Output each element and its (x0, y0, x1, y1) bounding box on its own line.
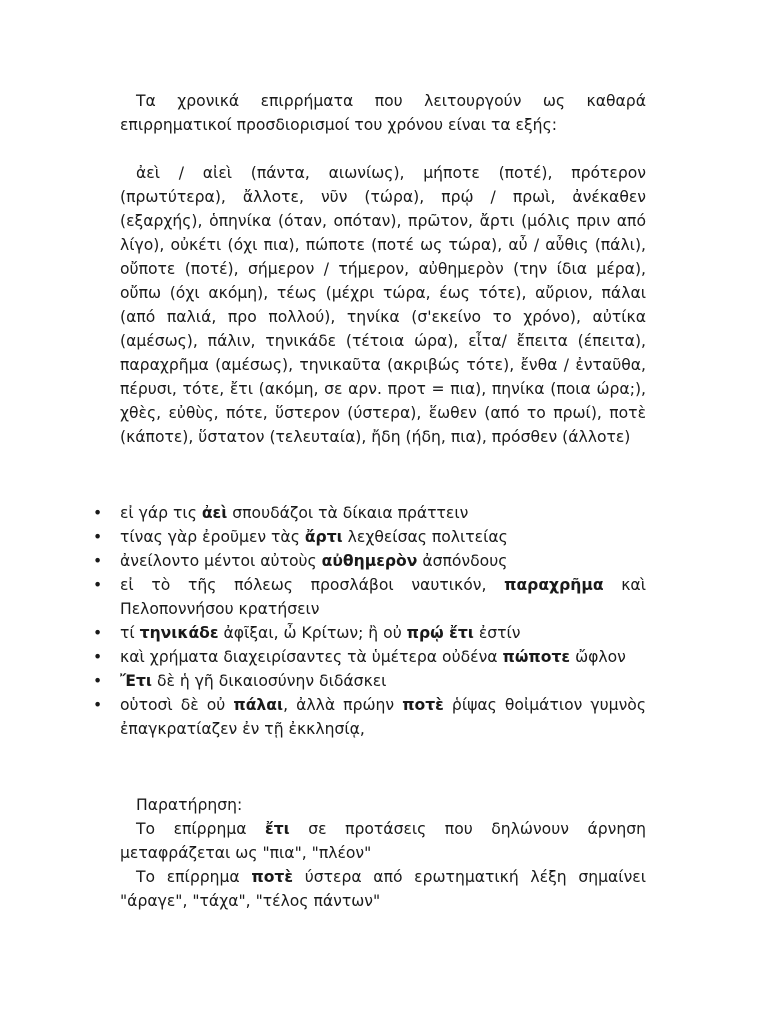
list-item: • τίνας γὰρ ἐροῦμεν τὰς ἄρτι λεχθείσας πολιτείας (120, 525, 646, 549)
bullet-icon: • (93, 528, 103, 546)
list-item: • τί τηνικάδε ἀφῖξαι, ὦ Κρίτων; ἢ οὐ πρῴ ἔτι ἐστίν (120, 621, 646, 645)
notes-heading: Παρατήρηση: (136, 796, 243, 814)
list-item: • εἰ γάρ τις ἀεὶ σπουδάζοι τὰ δίκαια πράττειν (120, 501, 646, 525)
list-item: • εἰ τὸ τῆς πόλεως προσλάβοι ναυτικόν, παραχρῆμα καὶ Πελοποννήσου κρατήσειν (120, 573, 646, 621)
examples-list (93, 501, 646, 741)
bullet-icon: • (93, 648, 103, 666)
list-item: • οὑτοσὶ δὲ οὐ πάλαι, ἀλλὰ πρώην ποτὲ ῥίψας θοἰμάτιον γυμνὸς ἐπαγκρατίαζεν ἐν τῇ ἐκκλησίᾳ, (120, 693, 646, 741)
adverbs-list-paragraph: ἀεὶ / αἰεὶ (πάντα, αιωνίως), μήποτε (ποτέ), πρότερον (πρωτύτερα), ἄλλοτε, νῦν (τώρα), πρῴ / πρωὶ, ἀνέκαθεν (εξαρχής), ὁπηνίκα (όταν, οπόταν), πρῶτον, ἄρτι (μόλις πριν από λίγο), οὐκέτι (όχι πια), πώποτε (ποτέ ως τώρα), αὖ / αὖθις (πάλι), οὔποτε (ποτέ), σήμερον / τήμερον, αὐθημερὸν (την ίδια μέρα), οὔπω (όχι ακόμη), τέως (μέχρι τώρα, έως τότε), αὔριον, πάλαι (από παλιά, προ πολλού), τηνίκα (σ'εκείνο το χρόνο), αὐτίκα (αμέσως), πάλιν, τηνικάδε (τέτοια ώρα), εἶτα/ ἔπειτα (έπειτα), παραχρῆμα (αμέσως), τηνικαῦτα (ακριβώς τότε), ἔνθα / ἐνταῦθα, πέρυσι, τότε, ἔτι (ακόμη, σε αρν. προτ = πια), πηνίκα (ποια ώρα;), χθὲς, εὐθὺς, πότε, ὕστερον (ύστερα), ἕωθεν (από το πρωί), ποτὲ (κάποτε), ὕστατον (τελευταία), ἤδη (ήδη, πια), πρόσθεν (άλλοτε) (120, 164, 646, 446)
note-line: Το επίρρημα ποτὲ ύστερα από ερωτηματική λέξη σημαίνει "άραγε", "τάχα", "τέλος πάντων" (120, 868, 646, 910)
list-item: • καὶ χρήματα διαχειρίσαντες τὰ ὑμέτερα οὐδένα πώποτε ὤφλον (120, 645, 646, 669)
bullet-icon: • (93, 672, 103, 690)
notes-section (120, 793, 646, 913)
list-item: • Ἔτι δὲ ἡ γῆ δικαιοσύνην διδάσκει (120, 669, 646, 693)
bullet-icon: • (93, 624, 103, 642)
bullet-icon: • (93, 576, 103, 594)
note-line: Το επίρρημα ἔτι σε προτάσεις που δηλώνουν άρνηση μεταφράζεται ως "πια", "πλέον" (120, 820, 646, 862)
bullet-icon: • (93, 696, 103, 714)
document-body (93, 89, 646, 913)
intro-paragraph: Τα χρονικά επιρρήματα που λειτουργούν ως καθαρά επιρρηματικοί προσδιορισμοί του χρόνου είναι τα εξής: (120, 92, 646, 134)
bullet-icon: • (93, 504, 103, 522)
list-item: • ἀνείλοντο μέντοι αὐτοὺς αὐθημερὸν ἀσπόνδους (120, 549, 646, 573)
bullet-icon: • (93, 552, 103, 570)
